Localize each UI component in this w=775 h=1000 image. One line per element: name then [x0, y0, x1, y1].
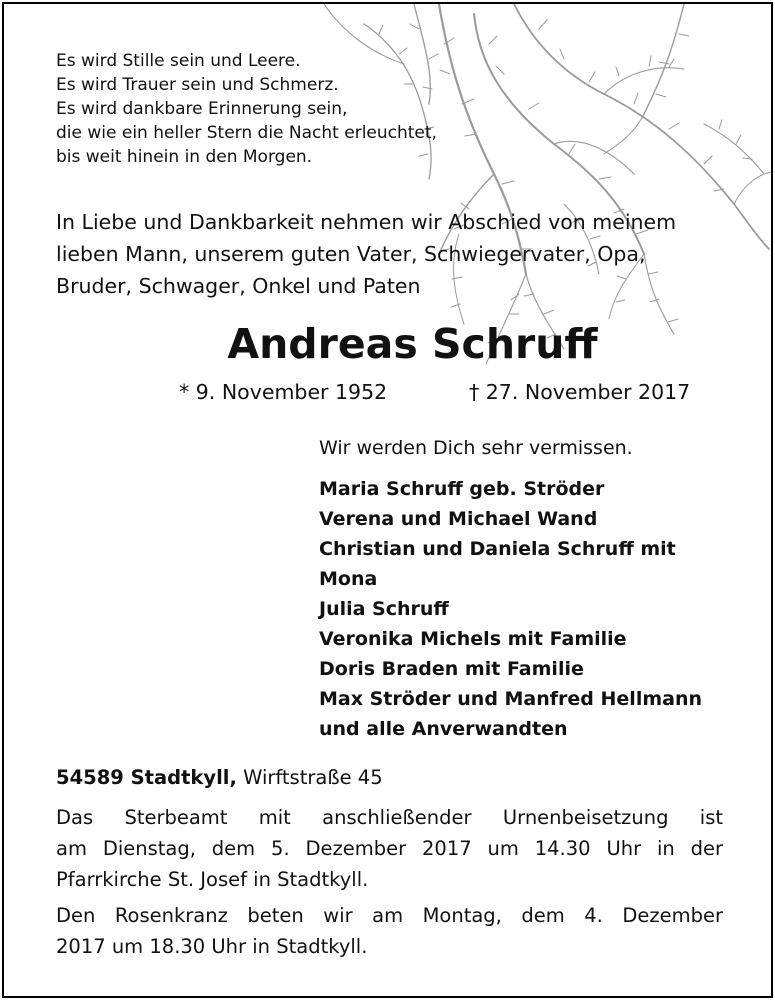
poem-line: Es wird dankbare Erinnerung sein, [56, 99, 348, 119]
mourner-entry: Max Ströder und Manfred Hellmann [319, 688, 703, 710]
mourner-entry: Verena und Michael Wand [319, 508, 598, 530]
birth-date: * 9. November 1952 [179, 380, 388, 404]
mourner-entry: Maria Schruff geb. Ströder [319, 478, 605, 500]
poem-line: Es wird Stille sein und Leere. [56, 51, 301, 71]
service-line: Pfarrkirche St. Josef in Stadtkyll. [56, 868, 369, 891]
poem-line: die wie ein heller Stern die Nacht erleuchtet, [56, 123, 437, 143]
rosary-line: Den Rosenkranz beten wir am Montag, dem 4. Dezember [56, 904, 723, 927]
mourner-entry: Veronika Michels mit Familie [319, 628, 627, 650]
mourner-entry: Julia Schruff [319, 598, 449, 620]
poem-line: bis weit hinein in den Morgen. [56, 147, 313, 167]
intro-line: In Liebe und Dankbarkeit nehmen wir Abschied von meinem [56, 210, 677, 234]
death-date: † 27. November 2017 [469, 380, 691, 404]
deceased-name: Andreas Schruff [227, 320, 598, 368]
mourner-entry: Christian und Daniela Schruff mit [319, 538, 676, 560]
mourner-entry: Doris Braden mit Familie [319, 658, 584, 680]
poem-line: Es wird Trauer sein und Schmerz. [56, 75, 339, 95]
service-line: Das Sterbeamt mit anschließender Urnenbeisetzung ist [56, 806, 723, 829]
funeral-service-info [56, 802, 723, 895]
intro-line: Bruder, Schwager, Onkel und Paten [56, 274, 421, 298]
mourner-entry: Mona [319, 568, 378, 590]
service-line: am Dienstag, dem 5. Dezember 2017 um 14.30 Uhr in der [56, 837, 723, 860]
intro-line: lieben Mann, unserem guten Vater, Schwiegervater, Opa, [56, 242, 646, 266]
poem [56, 49, 437, 169]
address [56, 764, 383, 792]
address-place: 54589 Stadtkyll, [56, 766, 237, 789]
farewell-intro [56, 206, 736, 302]
obituary-notice [2, 2, 773, 998]
address-street: Wirftstraße 45 [243, 766, 383, 789]
mourners-list [319, 474, 702, 744]
mourner-entry: und alle Anverwandten [319, 718, 568, 740]
miss-you-text: Wir werden Dich sehr vermissen. [319, 437, 633, 459]
rosary-info [56, 900, 723, 962]
rosary-line: 2017 um 18.30 Uhr in Stadtkyll. [56, 935, 368, 958]
